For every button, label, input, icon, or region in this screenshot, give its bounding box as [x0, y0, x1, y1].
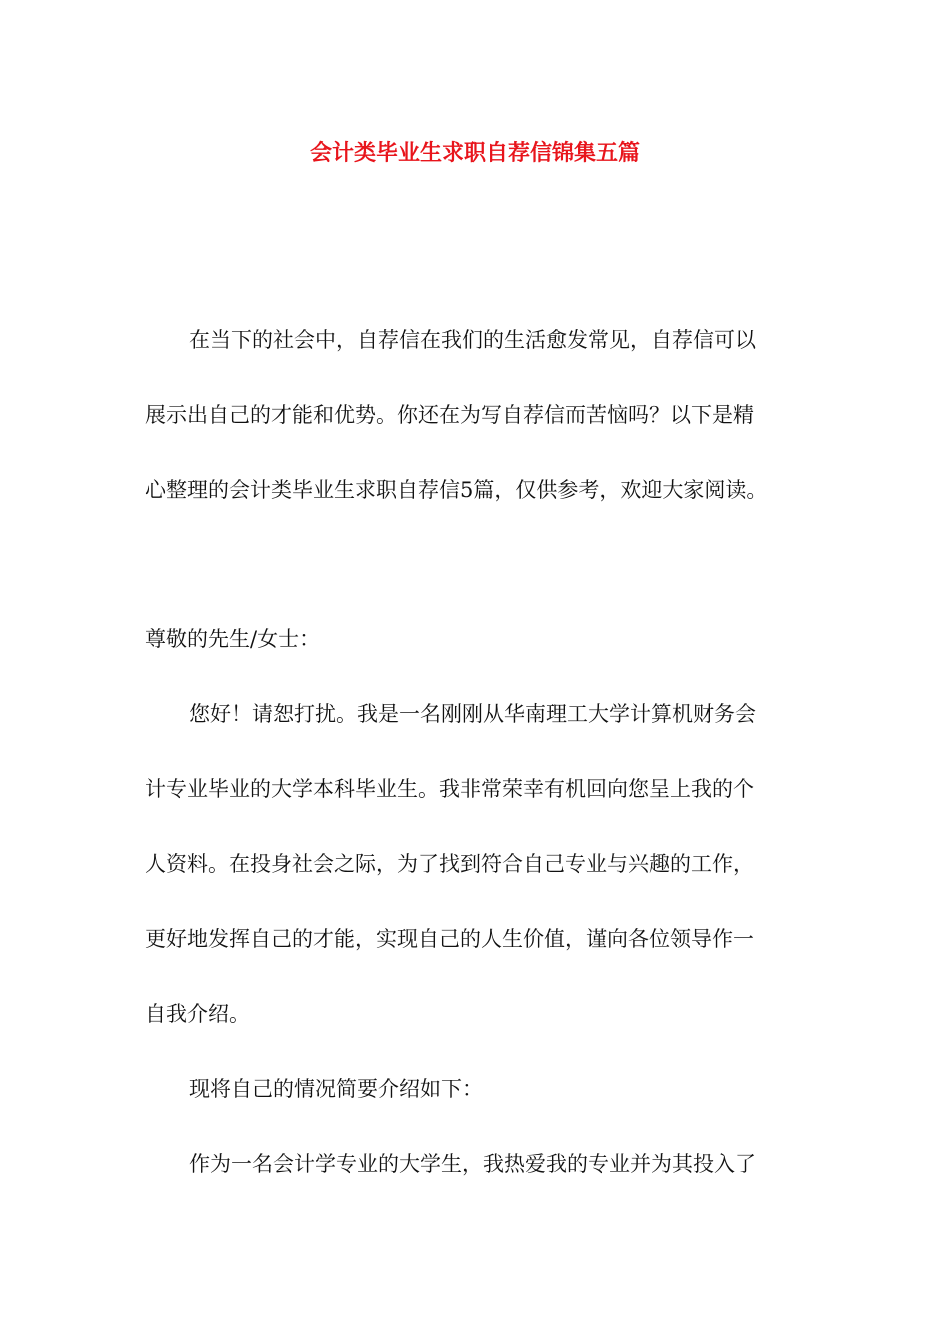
letter-paragraph-line: 人资料。在投身社会之际，为了找到符合自己专业与兴趣的工作，: [145, 852, 754, 876]
intro-paragraph-line: 心整理的会计类毕业生求职自荐信5篇，仅供参考，欢迎大家阅读。: [145, 478, 768, 502]
letter-paragraph-line: 计专业毕业的大学本科毕业生。我非常荣幸有机回向您呈上我的个: [145, 777, 754, 801]
letter-paragraph-line: 现将自己的情况简要介绍如下：: [189, 1077, 483, 1101]
letter-paragraph-line: 作为一名会计学专业的大学生，我热爱我的专业并为其投入了: [189, 1152, 756, 1176]
letter-paragraph-line: 您好！请恕打扰。我是一名刚刚从华南理工大学计算机财务会: [189, 702, 756, 726]
letter-paragraph-line: 自我介绍。: [145, 1002, 250, 1026]
letter-paragraph-line: 更好地发挥自己的才能，实现自己的人生价值，谨向各位领导作一: [145, 927, 754, 951]
document-title: 会计类毕业生求职自荐信锦集五篇: [309, 141, 640, 166]
intro-paragraph-line: 展示出自己的才能和优势。你还在为写自荐信而苦恼吗？以下是精: [145, 403, 754, 427]
salutation: 尊敬的先生/女士：: [145, 627, 321, 651]
intro-paragraph-line: 在当下的社会中，自荐信在我们的生活愈发常见，自荐信可以: [189, 328, 756, 352]
